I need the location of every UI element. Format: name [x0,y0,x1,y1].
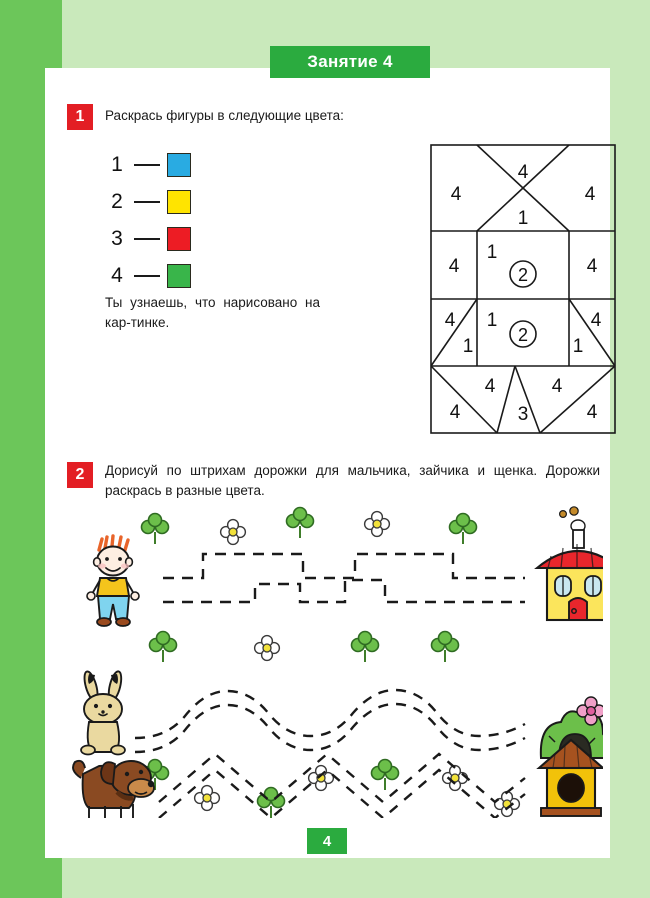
cell-label: 1 [462,336,474,357]
task-2-instruction: Дорисуй по штрихам дорожки для мальчика, зайчика и щенка. Дорожки раскрась в разные цвета. [105,463,600,498]
task-2-number: 2 [67,462,93,488]
puppy-character [73,761,154,818]
cell-label: 4 [590,310,602,331]
task-1-note: Ты узнаешь, что нарисовано на кар-тинке. [105,295,320,331]
cell-label: 4 [484,376,496,397]
legend-dash [134,238,160,240]
flower-icon [495,792,520,817]
bunny-path-lower-trace [135,704,525,752]
legend-dash [134,164,160,166]
cell-label-circled: 2 [517,325,529,345]
cell-label: 4 [517,162,529,183]
cell-label: 1 [486,242,498,263]
legend-digit: 1 [111,152,123,176]
cell-label: 4 [586,256,598,277]
cell-label-circled: 2 [517,265,529,285]
flower-icon [365,512,390,537]
tree-icon [352,632,379,663]
page-number: 4 [307,828,347,854]
legend-swatch-green [167,264,191,288]
flower-icon [221,520,246,545]
flower-icon [255,636,280,661]
legend-row [107,220,191,257]
legend-dash [134,201,160,203]
color-by-number-grid [430,144,616,434]
cell-label: 4 [448,256,460,277]
boy-path-lower-trace [163,580,525,602]
flower-icon [309,766,334,791]
bunny-path-upper-trace [135,690,525,738]
tree-icon [432,632,459,663]
flower-icon [195,786,220,811]
cell-label: 4 [551,376,563,397]
tree-icon [150,632,177,663]
legend-digit: 4 [111,263,123,287]
cell-label: 4 [586,402,598,423]
page-title-banner: Занятие 4 [270,46,430,78]
tree-icon [450,514,477,545]
worksheet-page [45,52,610,858]
cell-label: 4 [444,310,456,331]
legend-row [107,183,191,220]
legend-swatch-yellow [167,190,191,214]
bunny-character [81,670,125,754]
color-legend [107,146,191,294]
legend-row [107,257,191,294]
flower-icon [443,766,468,791]
cell-label: 1 [486,310,498,331]
legend-dash [134,275,160,277]
task-1-instruction: Раскрась фигуры в следующие цвета: [105,108,344,123]
legend-swatch-blue [167,153,191,177]
legend-swatch-red [167,227,191,251]
tree-icon [142,514,169,545]
cell-label: 4 [449,402,461,423]
legend-digit: 3 [111,226,123,250]
cell-label: 1 [572,336,584,357]
task-1-number: 1 [67,104,93,130]
tree-icon [258,788,285,819]
cell-label: 3 [517,404,529,425]
legend-row [107,146,191,183]
tree-icon [287,508,314,539]
tree-icon [372,760,399,791]
boy-path-upper-trace [163,554,525,578]
cell-label: 1 [517,208,529,229]
house-icon [537,507,603,620]
legend-digit: 2 [111,189,123,213]
cell-label: 4 [584,184,596,205]
tracing-paths-scene [55,506,603,818]
boy-character [87,536,139,626]
cell-label: 4 [450,184,462,205]
